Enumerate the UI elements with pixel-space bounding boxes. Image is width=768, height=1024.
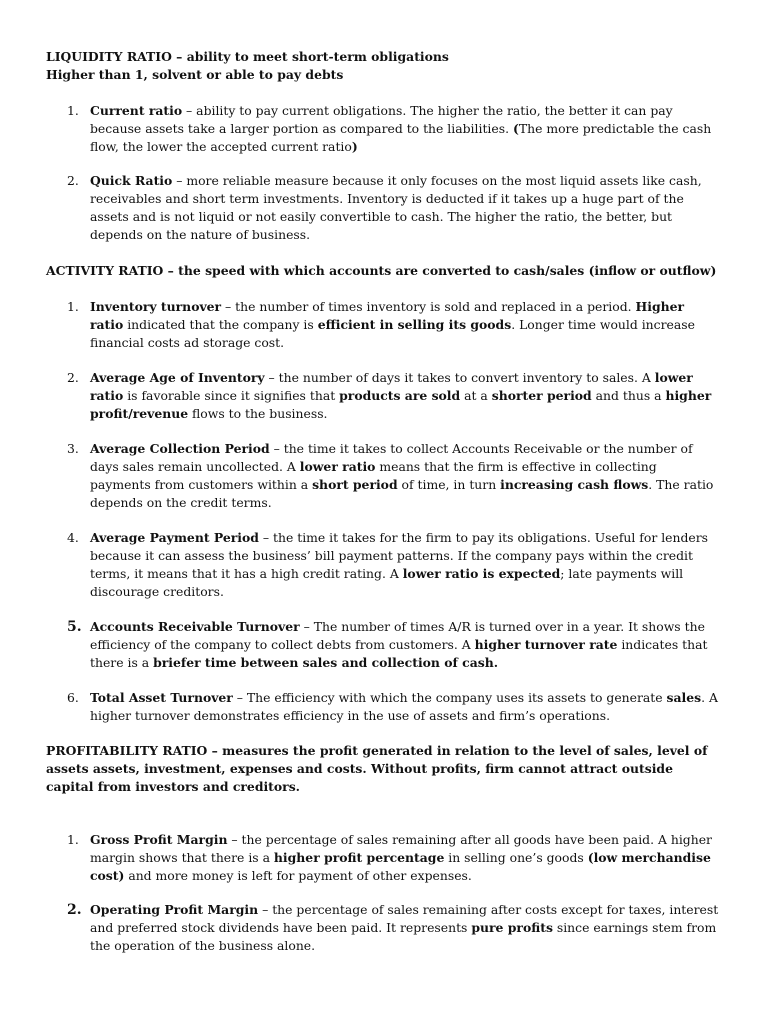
item-description: – The number of times A/R is turned over in a year. It shows the efficiency of the company to collect debts from customers. A <box>90 619 705 652</box>
item-number: 6. <box>67 690 79 705</box>
item-term: Inventory turnover <box>90 299 222 314</box>
item-number: 1. <box>67 832 79 847</box>
list-item <box>46 618 720 672</box>
liquidity-heading: LIQUIDITY RATIO – ability to meet short-term obligations <box>46 49 449 64</box>
item-text <box>90 173 702 242</box>
item-number: 2. <box>67 173 79 188</box>
item-description: . The ratio depends on the credit terms. <box>90 477 714 510</box>
item-description: in selling one’s goods <box>444 850 588 865</box>
item-emphasis: (low merchandise cost) <box>90 850 711 883</box>
item-number: 4. <box>67 530 79 545</box>
list-item <box>46 901 720 955</box>
item-text <box>90 832 712 883</box>
item-text <box>90 441 713 510</box>
item-description: means that the firm is effective in collecting payments from customers within a <box>90 459 657 492</box>
item-term: Average Age of Inventory <box>90 370 265 385</box>
profitability-heading: PROFITABILITY RATIO – measures the profit generated in relation to the level of sales, level of assets assets, investment, expenses and costs. Without profits, firm cannot attract outside capital from investors and creditors. <box>46 743 708 794</box>
item-description: – the time it takes to collect Accounts Receivable or the number of days sales remain uncollected. A <box>90 441 693 474</box>
item-term: Total Asset Turnover <box>90 690 233 705</box>
activity-list <box>46 298 720 725</box>
item-description: – more reliable measure because it only focuses on the most liquid assets like cash, receivables and short term investments. Inventory is deducted if it takes up a huge part of the assets and is not liquid or not easily convertible to cash. The higher the ratio, the better, but depends on the nature of business. <box>90 173 702 242</box>
list-item <box>46 440 720 512</box>
item-text <box>90 902 718 953</box>
item-number: 3. <box>67 441 79 456</box>
list-item <box>46 831 720 885</box>
list-item <box>46 102 720 156</box>
item-emphasis: ( <box>512 121 519 136</box>
item-term: Accounts Receivable Turnover <box>90 619 300 634</box>
list-item <box>46 172 720 244</box>
item-description: The more predictable the cash flow, the lower the accepted current ratio <box>90 121 712 154</box>
item-description: – the number of times inventory is sold and replaced in a period. <box>221 299 636 314</box>
item-emphasis: increasing cash flows <box>500 477 649 492</box>
item-description: indicates that there is a <box>90 637 708 670</box>
item-description: of time, in turn <box>397 477 501 492</box>
item-text <box>90 103 711 154</box>
item-emphasis: pure profits <box>471 920 553 935</box>
list-item <box>46 369 720 423</box>
item-number: 5. <box>67 619 82 635</box>
item-description: since earnings stem from the operation of the business alone. <box>90 920 717 953</box>
item-emphasis: sales <box>666 690 702 705</box>
profitability-section <box>46 742 720 955</box>
item-description: – the time it takes for the firm to pay its obligations. Useful for lenders because it can assess the business’ bill payment patterns. If the company pays within the credit terms, it means that it has a high credit rating. A <box>90 530 709 581</box>
item-description: – ability to pay current obligations. The higher the ratio, the better it can pay because assets take a larger portion as compared to the liabilities. <box>90 103 673 136</box>
item-term: Gross Profit Margin <box>90 832 228 847</box>
item-term: Operating Profit Margin <box>90 902 259 917</box>
item-term: Quick Ratio <box>90 173 173 188</box>
activity-heading: ACTIVITY RATIO – the speed with which accounts are converted to cash/sales (inflow or outflow) <box>46 263 717 278</box>
list-item <box>46 529 720 601</box>
item-emphasis: shorter period <box>491 388 592 403</box>
item-description: . Longer time would increase financial costs ad storage cost. <box>90 317 695 350</box>
item-description: and more money is left for payment of other expenses. <box>124 868 472 883</box>
item-text <box>90 619 707 670</box>
liquidity-list <box>46 102 720 244</box>
item-number: 2. <box>67 902 82 918</box>
item-emphasis: efficient in selling its goods <box>317 317 512 332</box>
profitability-list <box>46 831 720 955</box>
item-text <box>90 370 711 421</box>
item-description: and thus a <box>591 388 666 403</box>
item-text <box>90 690 718 723</box>
item-emphasis: short period <box>312 477 398 492</box>
item-emphasis: higher profit/revenue <box>90 388 712 421</box>
item-emphasis: ) <box>351 139 358 154</box>
item-term: Current ratio <box>90 103 183 118</box>
liquidity-section <box>46 48 720 244</box>
item-description: . A higher turnover demonstrates efficiency in the use of assets and firm’s operations. <box>90 690 718 723</box>
item-emphasis: lower ratio <box>299 459 376 474</box>
item-number: 1. <box>67 103 79 118</box>
item-description: – the percentage of sales remaining after all goods have been paid. A higher margin shows that there is a <box>90 832 712 865</box>
item-emphasis: lower ratio <box>90 370 693 403</box>
item-term: Average Collection Period <box>90 441 270 456</box>
item-emphasis: lower ratio is expected <box>402 566 561 581</box>
item-text <box>90 530 708 599</box>
item-emphasis: higher profit percentage <box>273 850 445 865</box>
item-emphasis: higher turnover rate <box>474 637 618 652</box>
activity-section <box>46 262 720 725</box>
item-description: at a <box>460 388 492 403</box>
liquidity-subheading: Higher than 1, solvent or able to pay debts <box>46 67 344 82</box>
item-description: ; late payments will discourage creditors. <box>90 566 684 599</box>
item-description: indicated that the company is <box>123 317 318 332</box>
item-description: – the number of days it takes to convert inventory to sales. A <box>264 370 655 385</box>
item-term: Average Payment Period <box>90 530 259 545</box>
item-emphasis: Higher ratio <box>90 299 685 332</box>
item-description: – the percentage of sales remaining after costs except for taxes, interest and preferred stock dividends have been paid. It represents <box>90 902 719 935</box>
item-number: 1. <box>67 299 79 314</box>
item-description: flows to the business. <box>188 406 328 421</box>
item-text <box>90 299 695 350</box>
list-item <box>46 298 720 352</box>
item-description: – The efficiency with which the company uses its assets to generate <box>232 690 667 705</box>
item-number: 2. <box>67 370 79 385</box>
item-emphasis: products are sold <box>339 388 461 403</box>
item-description: is favorable since it signifies that <box>123 388 340 403</box>
list-item <box>46 689 720 725</box>
item-emphasis: briefer time between sales and collection of cash. <box>153 655 499 670</box>
